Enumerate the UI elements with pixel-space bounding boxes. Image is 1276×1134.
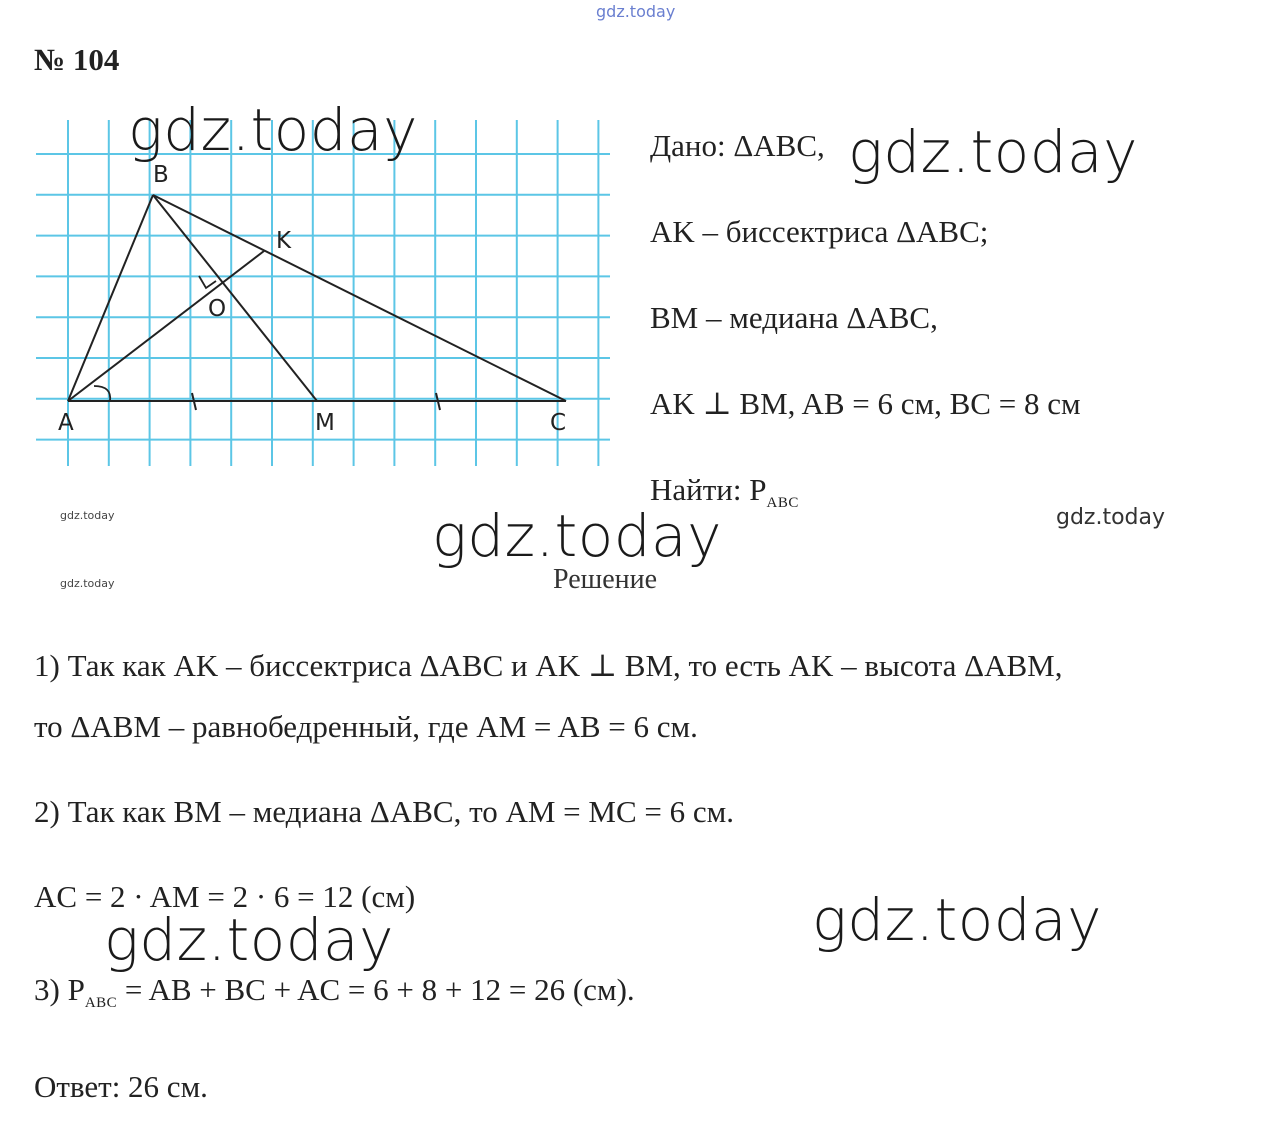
watermark-big-5: gdz.today	[812, 886, 1102, 954]
watermark-big-3: gdz.today	[432, 502, 722, 570]
bisector-ak	[68, 251, 264, 401]
problem-number: № 104	[34, 42, 120, 77]
point-label-c: C	[550, 410, 567, 436]
watermark-small-1: gdz.today	[60, 509, 115, 522]
watermark-big-2: gdz.today	[848, 118, 1138, 186]
point-label-a: A	[58, 410, 74, 436]
watermark-mid: gdz.today	[1056, 505, 1166, 530]
step-3	[34, 972, 635, 1012]
triangle-figure	[36, 120, 610, 466]
point-label-k: K	[276, 228, 292, 254]
point-label-o: O	[208, 296, 227, 322]
solution-heading: Решение	[553, 564, 658, 595]
step-2: 2) Так как BM – медиана ΔABC, то AM = MC = 6 см.	[34, 794, 734, 829]
find-label: Найти: P	[650, 472, 767, 507]
side-ab	[68, 195, 153, 401]
watermark-big-1: gdz.today	[128, 96, 418, 164]
watermark-top: gdz.today	[596, 2, 676, 21]
given-line-4: AK ⊥ BM, AB = 6 см, BC = 8 см	[650, 386, 1081, 421]
given-line-1: Дано: ΔABC,	[650, 128, 825, 163]
point-label-m: M	[315, 410, 335, 436]
step-1-line-2: то ΔABM – равнобедренный, где AM = AB = 6 см.	[34, 709, 698, 744]
step-3-rest: = AB + BC + AC = 6 + 8 + 12 = 26 (см).	[117, 972, 635, 1007]
step-3-subscript: ABC	[84, 995, 118, 1011]
right-angle-mark	[199, 276, 216, 288]
watermark-small-2: gdz.today	[60, 577, 115, 590]
given-line-3: BM – медиана ΔABC,	[650, 300, 938, 335]
point-label-b: B	[153, 162, 169, 188]
watermark-big-4: gdz.today	[104, 906, 394, 974]
answer: Ответ: 26 см.	[34, 1069, 208, 1104]
ac-calculation: AC = 2 · AM = 2 · 6 = 12 (см)	[34, 879, 416, 914]
given-line-2: AK – биссектриса ΔABC;	[650, 214, 989, 249]
median-bm	[153, 195, 317, 401]
step-1-line-1: 1) Так как AK – биссектриса ΔABC и AK ⊥ BM, то есть AK – высота ΔABM,	[34, 648, 1063, 683]
step-3-prefix: 3) P	[34, 972, 85, 1007]
find-subscript: ABC	[766, 495, 799, 511]
